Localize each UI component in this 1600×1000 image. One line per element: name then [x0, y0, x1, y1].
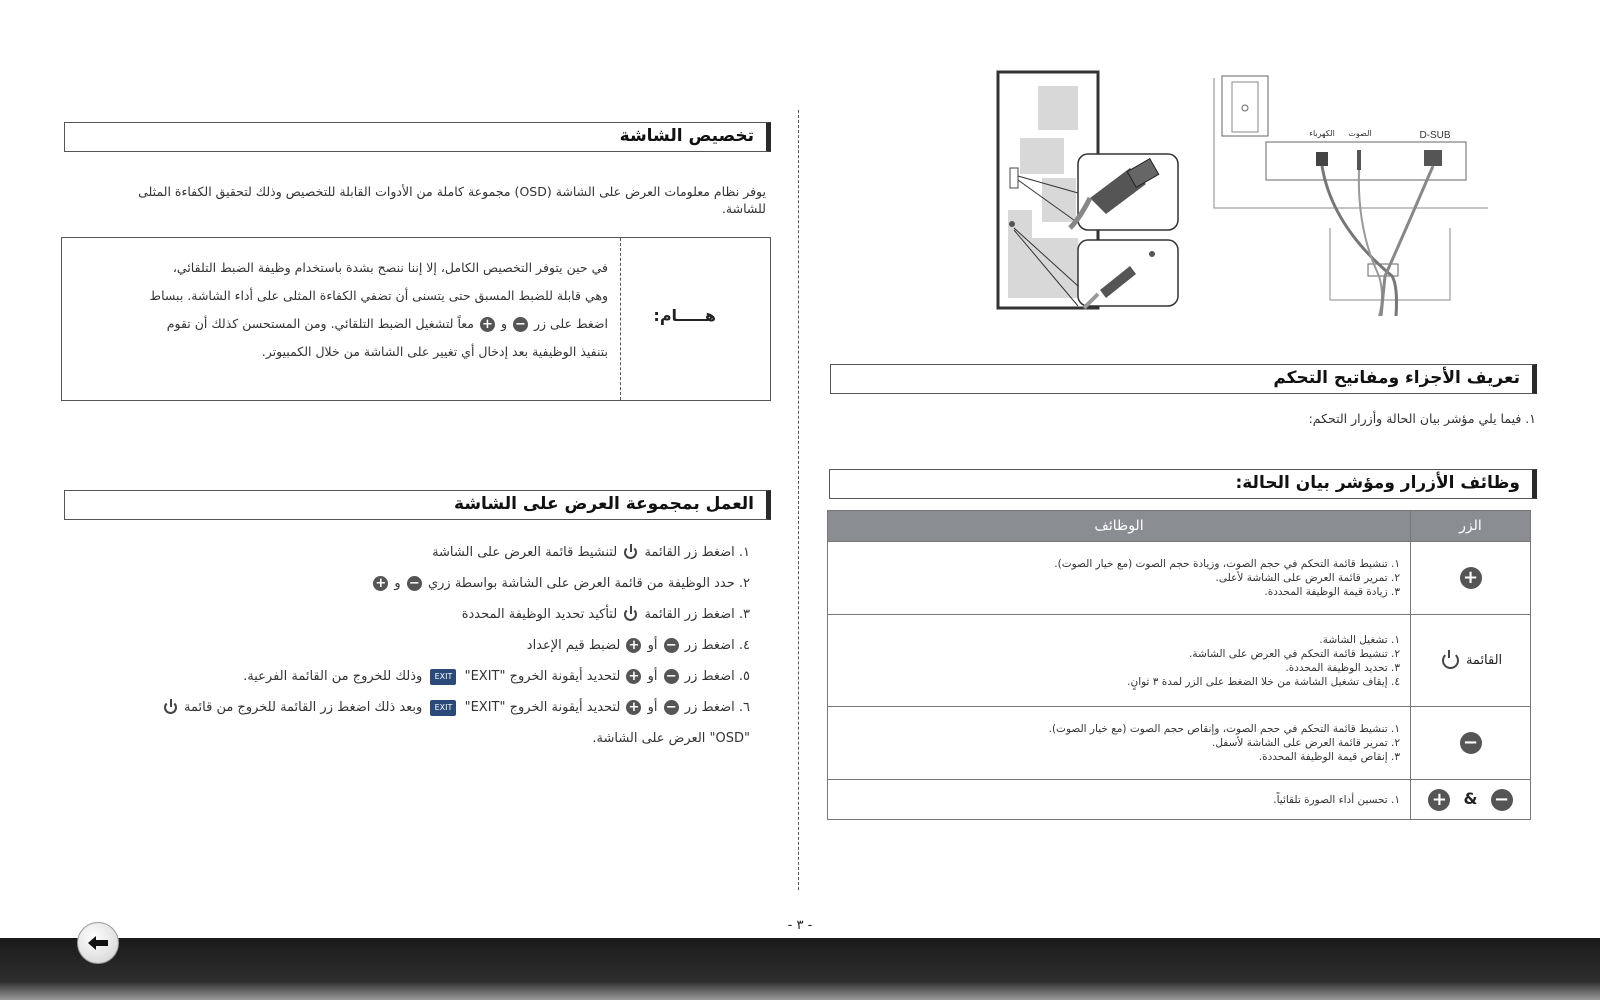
back-button[interactable]	[77, 922, 119, 964]
parts-heading	[830, 364, 1537, 394]
minus-icon: −	[664, 638, 679, 653]
plus-icon: +	[626, 669, 641, 684]
customize-heading	[64, 122, 771, 152]
minus-icon: −	[407, 576, 422, 591]
menu-label: القائمة	[1465, 653, 1503, 668]
minus-icon: −	[513, 317, 528, 332]
monitor-stand	[1214, 76, 1488, 300]
minus-icon: −	[1491, 789, 1513, 811]
plus-icon: +	[626, 700, 641, 715]
page-number: - ٣ -	[787, 918, 813, 933]
osd-heading	[64, 490, 771, 520]
minus-icon: −	[664, 700, 679, 715]
customize-intro: يوفر نظام معلومات العرض على الشاشة (OSD) مجموعة كاملة من الأدوات القابلة للتخصيص وذلك لتحقيق الكفاءة المثلى للشاشة.	[138, 184, 766, 216]
minus-icon: −	[1460, 732, 1482, 754]
osd-step-1: ١. اضغط زر القائمة لتنشيط قائمة العرض على الشاشة	[432, 545, 750, 560]
functions-column-header: الوظائف	[828, 511, 1411, 542]
power-icon	[164, 701, 177, 714]
osd-step-4: ٤. اضغط زر − أو + لضبط قيم الإعداد	[526, 638, 750, 653]
functions-table	[827, 510, 1531, 820]
parts-title: تعريف الأجزاء ومفاتيح التحكم	[1273, 368, 1520, 388]
osd-step-6-cont: "OSD" العرض على الشاشة.	[592, 731, 750, 746]
note-box	[61, 237, 771, 401]
osd-step-2: ٢. حدد الوظيفة من قائمة العرض على الشاشة بواسطة زري − و +	[50, 568, 750, 599]
ampersand: &	[1463, 789, 1478, 808]
osd-steps	[50, 537, 750, 754]
note-line-3: اضغط على زر − و + معاً لتشغيل الضبط التلقائي. ومن المستحسن كذلك أن تقوم	[166, 316, 608, 332]
exit-icon: EXIT	[430, 700, 456, 716]
exit-icon: EXIT	[430, 669, 456, 685]
connector-diagram	[990, 68, 1520, 318]
audio-callout	[1078, 240, 1178, 308]
power-icon	[1442, 652, 1459, 669]
dsub-label: D-SUB	[1419, 130, 1451, 141]
minus-icon: −	[664, 669, 679, 684]
note-text	[78, 254, 608, 366]
osd-title: العمل بمجموعة العرض على الشاشة	[454, 494, 754, 514]
plus-icon: +	[373, 576, 388, 591]
button-column-header: الزر	[1411, 511, 1531, 542]
table-row: ١. تشغيل الشاشة. ٢. تنشيط قائمة التحكم في العرض على الشاشة. ٣. تحديد الوظيفة المحددة. ٤. إيقاف تشغيل الشاشة من خلا الضغط على الزر لمدة ٣ ثوانٍ. القائمة	[828, 615, 1531, 707]
plus-icon: +	[626, 638, 641, 653]
plus-icon: +	[480, 317, 495, 332]
note-label: هـــــام:	[653, 306, 716, 325]
functions-heading	[829, 469, 1537, 499]
power-icon	[624, 608, 637, 621]
table-row: ١. تنشيط قائمة التحكم في حجم الصوت، وزيادة حجم الصوت (مع خيار الصوت). ٢. تمرير قائمة العرض على الشاشة لأعلى. ٣. زيادة قيمة الوظيفة المحددة. +	[828, 542, 1531, 615]
arrow-left-icon	[78, 923, 118, 963]
osd-step-6: ٦. اضغط زر − أو + لتحديد أيقونة الخروج "EXIT" EXIT وبعد ذلك اضغط زر القائمة للخروج من قائمة	[50, 692, 750, 723]
osd-step-3: ٣. اضغط زر القائمة لتأكيد تحديد الوظيفة المحددة	[461, 607, 750, 622]
plus-icon: +	[1428, 789, 1450, 811]
functions-title: وظائف الأزرار ومؤشر بيان الحالة:	[1235, 473, 1520, 493]
parts-line: ١. فيما يلي مؤشر بيان الحالة وأزرار التحكم:	[1308, 411, 1536, 426]
power-label: الكهرباء	[1309, 129, 1335, 138]
power-icon	[624, 546, 637, 559]
audio-label: الصوت	[1348, 129, 1372, 138]
note-divider	[620, 238, 621, 400]
note-line-4: بتنفيذ الوظيفية بعد إدخال أي تغيير على الشاشة من خلال الكمبيوتر.	[261, 344, 608, 359]
table-row: ١. تنشيط قائمة التحكم في حجم الصوت، وإنقاص حجم الصوت (مع خيار الصوت). ٢. تمرير قائمة العرض على الشاشة لأسفل. ٣. إنقاص قيمة الوظيفة المحددة. −	[828, 707, 1531, 780]
customize-title: تخصيص الشاشة	[619, 126, 754, 146]
vga-callout	[1070, 154, 1178, 230]
footer-bar	[0, 938, 1600, 1000]
note-line-1: في حين يتوفر التخصيص الكامل، إلا إننا ننصح بشدة باستخدام وظيفة الضبط التلقائي،	[172, 260, 608, 275]
table-row: ١. تحسين أداء الصورة تلقائياً. + & −	[828, 780, 1531, 820]
table-header-row	[828, 511, 1531, 542]
plus-icon: +	[1460, 567, 1482, 589]
column-divider	[798, 110, 799, 890]
osd-step-5: ٥. اضغط زر − أو + لتحديد أيقونة الخروج "EXIT" EXIT وذلك للخروج من القائمة الفرعية.	[243, 669, 750, 684]
note-line-2: وهي قابلة للضبط المسبق حتى يتسنى أن تضفي الكفاءة المثلى على أداء الشاشة. ببساط	[149, 288, 608, 303]
